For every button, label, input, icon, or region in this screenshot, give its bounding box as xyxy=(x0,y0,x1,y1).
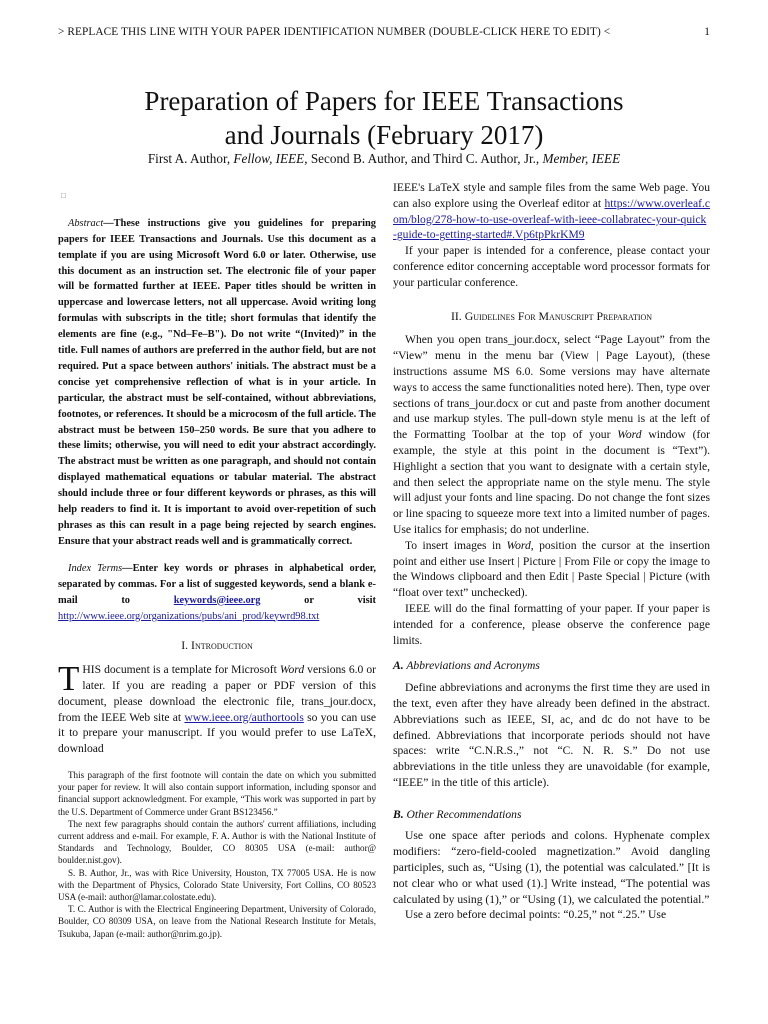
subsection-a-title: Abbreviations and Acronyms xyxy=(406,659,540,673)
intro-text-mid: versions 6.0 or later. If you are reading a paper or PDF version of this document, please download the electronic file, trans_jour.docx, from the IEEE Web site at xyxy=(58,663,376,724)
drop-cap: T xyxy=(58,659,80,699)
footnote-3: S. B. Author, Jr., was with Rice University, Houston, TX 77005 USA. He is now with the Department of Physics, Colorado State University, Fort Collins, CO 80523 USA (e-mail: author@lamar.colostate.edu). xyxy=(58,867,376,903)
paper-title-line-2: and Journals (February 2017) xyxy=(224,120,544,150)
author-first-title: Fellow, IEEE xyxy=(233,151,305,166)
author-first: First A. Author, xyxy=(147,151,234,166)
guidelines-paragraph-2 xyxy=(393,538,710,601)
guidelines-p1-end: window (for example, the style at this point in the document is “Text”). Highlight a section that you want to designate with a certain style, and then select the appropriate name on the style menu. The style will adjust your fonts and line spacing. Do not change the font sizes or line spacing to squeeze more text into a limited number of pages. Use italics for emphasis; do not underline. xyxy=(393,428,710,536)
left-column xyxy=(58,188,376,940)
introduction-paragraph xyxy=(58,659,376,757)
abstract xyxy=(58,216,376,550)
footnotes xyxy=(58,769,376,940)
footnote-1: This paragraph of the first footnote will contain the date on which you submitted your paper for review. It will also contain support information, including sponsor and financial support acknowledgment. For example, “This work was supported in part by the U.S. Department of Commerce under Grant BS123456.” xyxy=(58,770,376,817)
index-terms-lead: Index Terms xyxy=(68,562,123,574)
footnote-4: T. C. Author is with the Electrical Engineering Department, University of Colorado, Boulder, CO 80309 USA, on leave from the National Research Institute for Metals, Tsukuba, Japan (e-mail: author@nrim.go.jp). xyxy=(58,904,376,939)
abbreviations-paragraph: Define abbreviations and acronyms the first time they are used in the text, even after they have already been defined in the abstract. Abbreviations such as IEEE, SI, ac, and dc do not have to be defined. Abbreviations that incorporate periods should not have spaces: write “C.N.R.S.,” not “C. N. R. S.” Do not use abbreviations in the title unless they are unavoidable (for example, “IEEE” in the title of this article). xyxy=(393,681,710,789)
paper-identification-line[interactable]: > REPLACE THIS LINE WITH YOUR PAPER IDENTIFICATION NUMBER (DOUBLE-CLICK HERE TO EDIT) < xyxy=(58,26,611,38)
index-terms xyxy=(58,561,376,625)
latex-text: IEEE's LaTeX style and sample files from the same Web page. You can also explore using the Overleaf editor at xyxy=(393,181,710,210)
overleaf-link[interactable]: https://www.overleaf.com/blog/278-how-to-use-overleaf-with-ieee-collabratec-your-quick-guide-to-getting-started#.Vp6tpPkrKM9 xyxy=(393,196,710,242)
subsection-heading-b xyxy=(393,807,710,823)
section-heading-guidelines: II. Guidelines For Manuscript Preparation xyxy=(450,308,653,323)
guidelines-p2-start: To insert images in xyxy=(405,538,507,552)
page-number: 1 xyxy=(704,26,710,38)
paper-title-line-1: Preparation of Papers for IEEE Transactions xyxy=(144,86,624,116)
conference-paragraph: If your paper is intended for a conference, please contact your conference editor concerning acceptable word processor formats for your particular conference. xyxy=(393,244,710,289)
guidelines-p2-end: position the cursor at the insertion point and either use Insert | Picture | From File or copy the image to the Windows clipboard and then Edit | Paste Special | Picture (with “float over text” unchecked). xyxy=(393,538,710,600)
author-tools-link[interactable]: www.ieee.org/authortools xyxy=(184,710,304,724)
recommendations-paragraph-2: Use a zero before decimal points: “0.25,” not “.25.” Use xyxy=(405,908,667,922)
guidelines-p2-word: Word, xyxy=(506,538,534,552)
index-terms-body: —Enter key words or phrases in alphabetical order, separated by commas. For a list of suggested keywords, send a blank e-mail to xyxy=(58,562,376,606)
abstract-body: —These instructions give you guidelines for preparing papers for IEEE Transactions and Journals. Use this document as a template if you are using Microsoft Word 6.0 or later. Otherwise, use this document as an instruction set. The electronic file of your paper will be formatted further at IEEE. Paper titles should be written in uppercase and lowercase letters, not all uppercase. Avoid writing long formulas with subscripts in the title; short formulas that identify the elements are fine (e.g., "Nd–Fe–B"). Do not write “(Invited)” in the title. Full names of authors are preferred in the author field, but are not required. Put a space between authors' initials. The abstract must be a concise yet comprehensive reflection of what is in your article. In particular, the abstract must be self-contained, without abbreviations, footnotes, or references. It should be a microcosm of the full article. The abstract must be between 150–250 words. Be sure that you adhere to these limits; otherwise, you will need to edit your abstract accordingly. The abstract must be written as one paragraph, and should not contain displayed mathematical equations or tabular material. The abstract should include three or four different keywords or phrases, as this will help readers to find it. It is important to avoid over-repetition of such phrases as this can result in a page being rejected by search engines. Ensure that your abstract reads well and is grammatically correct. xyxy=(58,217,376,547)
guidelines-paragraph-3: IEEE will do the final formatting of your paper. If your paper is intended for a conference, please observe the conference page limits. xyxy=(393,601,710,647)
latex-paragraph xyxy=(393,180,710,243)
abstract-lead: Abstract xyxy=(68,217,104,229)
guidelines-p1-word: Word xyxy=(617,428,642,442)
intro-text-start: HIS document is a template for Microsoft xyxy=(82,663,280,677)
author-middle: , Second B. Author, and Third C. Author, Jr., xyxy=(304,151,543,166)
subsection-a-label: A. xyxy=(393,659,404,673)
index-terms-or-visit: or visit xyxy=(260,594,376,606)
author-third-title: Member, IEEE xyxy=(542,151,621,166)
intro-text-end: so you can use it to prepare your manuscript. If you would prefer to use LaTeX, download xyxy=(58,710,376,756)
subsection-b-title: Other Recommendations xyxy=(406,807,522,821)
keywords-email-link[interactable]: keywords@ieee.org xyxy=(173,594,261,606)
footnote-2: The next few paragraphs should contain the authors' current affiliations, including current address and e-mail. For example, F. A. Author is with the National Institute of Standards and Technology, Boulder, CO 80305 USA (e-mail: author@ boulder.nist.gov). xyxy=(58,818,376,866)
right-column xyxy=(393,180,710,923)
author-line xyxy=(40,151,728,167)
subsection-b-label: B. xyxy=(393,807,404,821)
running-header xyxy=(58,22,718,42)
keywords-url-link[interactable]: http://www.ieee.org/organizations/pubs/ani_prod/keywrd98.txt xyxy=(58,610,320,622)
intro-word: Word xyxy=(279,663,305,677)
subsection-heading-a xyxy=(393,658,710,674)
recommendations-paragraph-1: Use one space after periods and colons. Hyphenate complex modifiers: “zero-field-cooled magnetization.” Avoid dangling participles, such as, “Using (1), the potential was calculated.” [It is not clear who or what used (1).] Write instead, “The potential was calculated by using (1),” or “Using (1), we calculated the potential.” xyxy=(393,829,710,906)
footnote-marker-icon: □ xyxy=(61,191,66,200)
guidelines-p1-start: When you open trans_jour.docx, select “Page Layout” from the “View” menu in the menu bar (View | Page Layout), (these instructions assume MS 6.0. Some versions may have alternate ways to access the same functionalities noted here). Then, type over sections of trans_jour.docx or cut and paste from another document and use markup styles. The pull-down style menu is at the left of the Formatting Toolbar at the top of your xyxy=(393,333,710,442)
section-heading-introduction: I. Introduction xyxy=(181,638,253,653)
guidelines-paragraph-1 xyxy=(393,332,710,537)
